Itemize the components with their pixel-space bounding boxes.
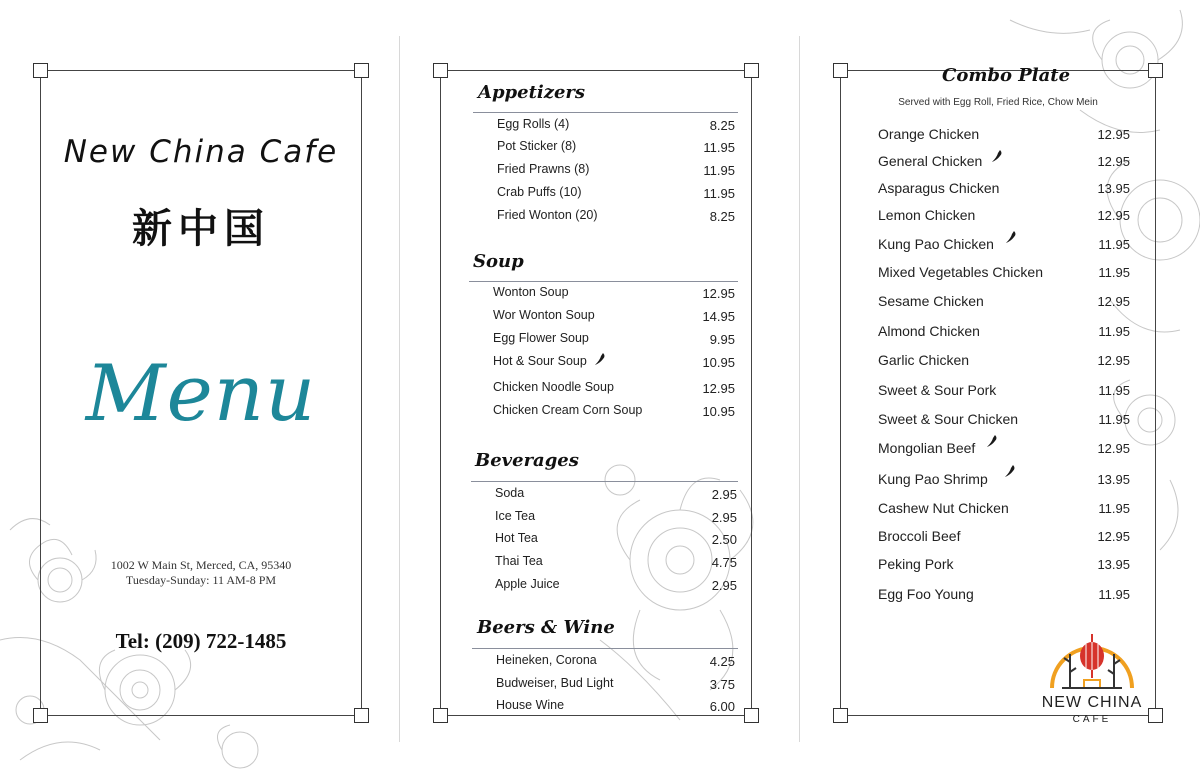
item-price: 12.95 [702, 286, 735, 301]
item-price: 10.95 [702, 404, 735, 419]
item-price: 11.95 [703, 186, 735, 201]
corner-ornament [433, 708, 448, 723]
corner-ornament [744, 63, 759, 78]
list-item: Wonton Soup [493, 285, 569, 299]
corner-ornament [1148, 63, 1163, 78]
list-item: Budweiser, Bud Light [496, 676, 614, 690]
list-item: Sweet & Sour Pork [878, 382, 997, 398]
list-item: Egg Rolls (4) [497, 117, 570, 131]
item-price: 11.95 [1098, 265, 1130, 280]
list-item: Egg Flower Soup [493, 331, 589, 345]
cover-panel [40, 70, 362, 716]
section-divider [472, 648, 738, 649]
item-price: 2.95 [711, 510, 737, 525]
list-item: House Wine [496, 698, 565, 712]
corner-ornament [833, 708, 848, 723]
item-price: 11.95 [1098, 412, 1130, 427]
item-price: 13.95 [1097, 181, 1130, 196]
section-divider [473, 112, 738, 113]
section-title-appetizers: Appetizers [478, 82, 586, 103]
item-price: 11.95 [703, 163, 735, 178]
chili-pepper-icon [986, 434, 998, 448]
item-price: 8.25 [709, 118, 735, 133]
item-price: 2.95 [711, 578, 737, 593]
combo-subtitle: Served with Egg Roll, Fried Rice, Chow Mein [898, 97, 1098, 108]
list-item: Soda [495, 486, 525, 500]
phone-number[interactable]: Tel: (209) 722-1485 [115, 629, 287, 653]
item-price: 4.25 [709, 654, 735, 669]
item-price: 14.95 [702, 309, 735, 324]
list-item: Garlic Chicken [878, 352, 970, 368]
list-item: Egg Foo Young [878, 586, 974, 602]
list-item: Fried Wonton (20) [497, 208, 598, 222]
item-price: 12.95 [1097, 441, 1130, 456]
list-item: Sesame Chicken [878, 293, 984, 309]
corner-ornament [354, 63, 369, 78]
list-item: Cashew Nut Chicken [878, 500, 1009, 516]
chili-pepper-icon [594, 352, 606, 366]
item-price: 10.95 [702, 355, 735, 370]
section-title-combo-plate: Combo Plate [942, 65, 1071, 86]
item-price: 2.95 [711, 487, 737, 502]
item-price: 6.00 [709, 699, 735, 714]
item-price: 11.95 [1098, 383, 1130, 398]
list-item: Hot & Sour Soup [493, 354, 587, 368]
list-item: Ice Tea [495, 509, 536, 523]
menu-heading: Menu [85, 349, 317, 439]
item-price: 3.75 [709, 677, 735, 692]
list-item: Mixed Vegetables Chicken [878, 264, 1043, 280]
list-item: Wor Wonton Soup [493, 308, 595, 322]
chili-pepper-icon [991, 149, 1003, 163]
list-item: Sweet & Sour Chicken [878, 411, 1019, 427]
list-item: Kung Pao Chicken [878, 236, 994, 252]
item-price: 2.50 [711, 532, 737, 547]
section-divider [469, 281, 738, 282]
lantern-icon [1040, 628, 1144, 696]
item-price: 13.95 [1097, 472, 1130, 487]
chili-pepper-icon [1005, 230, 1017, 244]
item-price: 9.95 [709, 332, 735, 347]
restaurant-logo [1040, 628, 1144, 732]
item-price: 11.95 [1098, 237, 1130, 252]
list-item: Almond Chicken [878, 323, 980, 339]
list-item: Chicken Noodle Soup [493, 380, 614, 394]
list-item: Fried Prawns (8) [497, 162, 590, 176]
list-item: Apple Juice [495, 577, 560, 591]
list-item: Chicken Cream Corn Soup [493, 403, 643, 417]
logo-subname: CAFE [1072, 714, 1112, 725]
corner-ornament [744, 708, 759, 723]
list-item: Crab Puffs (10) [497, 185, 582, 199]
hours: Tuesday-Sunday: 11 AM-8 PM [125, 573, 277, 587]
chinese-name: 新中国 [132, 205, 270, 252]
list-item: Orange Chicken [878, 126, 980, 142]
item-price: 12.95 [1097, 529, 1130, 544]
item-price: 12.95 [1097, 294, 1130, 309]
corner-ornament [33, 63, 48, 78]
list-item: Pot Sticker (8) [497, 139, 577, 153]
list-item: Peking Pork [878, 556, 954, 572]
item-price: 12.95 [702, 381, 735, 396]
item-price: 11.95 [1098, 587, 1130, 602]
item-price: 11.95 [1098, 501, 1130, 516]
corner-ornament [433, 63, 448, 78]
item-price: 4.75 [711, 555, 737, 570]
list-item: Kung Pao Shrimp [878, 471, 988, 487]
item-price: 12.95 [1097, 154, 1130, 169]
item-price: 12.95 [1097, 353, 1130, 368]
item-price: 8.25 [709, 209, 735, 224]
corner-ornament [833, 63, 848, 78]
item-price: 12.95 [1097, 127, 1130, 142]
item-price: 13.95 [1097, 557, 1130, 572]
list-item: Thai Tea [495, 554, 543, 568]
item-price: 11.95 [1098, 324, 1130, 339]
list-item: Broccoli Beef [878, 528, 961, 544]
list-item: Mongolian Beef [878, 440, 976, 456]
cafe-title: New China Cafe [63, 134, 339, 170]
list-item: Lemon Chicken [878, 207, 976, 223]
corner-ornament [33, 708, 48, 723]
list-item: Asparagus Chicken [878, 180, 1000, 196]
item-price: 11.95 [703, 140, 735, 155]
logo-name: NEW CHINA [1041, 694, 1143, 711]
corner-ornament [1148, 708, 1163, 723]
section-title-soup: Soup [473, 251, 524, 272]
address: 1002 W Main St, Merced, CA, 95340 [110, 558, 292, 572]
list-item: Heineken, Corona [496, 653, 597, 667]
section-divider [471, 481, 738, 482]
list-item: Hot Tea [495, 531, 538, 545]
section-title-beers-wine: Beers & Wine [477, 617, 615, 638]
section-title-beverages: Beverages [475, 450, 579, 471]
list-item: General Chicken [878, 153, 983, 169]
item-price: 12.95 [1097, 208, 1130, 223]
chili-pepper-icon [1004, 464, 1016, 478]
corner-ornament [354, 708, 369, 723]
